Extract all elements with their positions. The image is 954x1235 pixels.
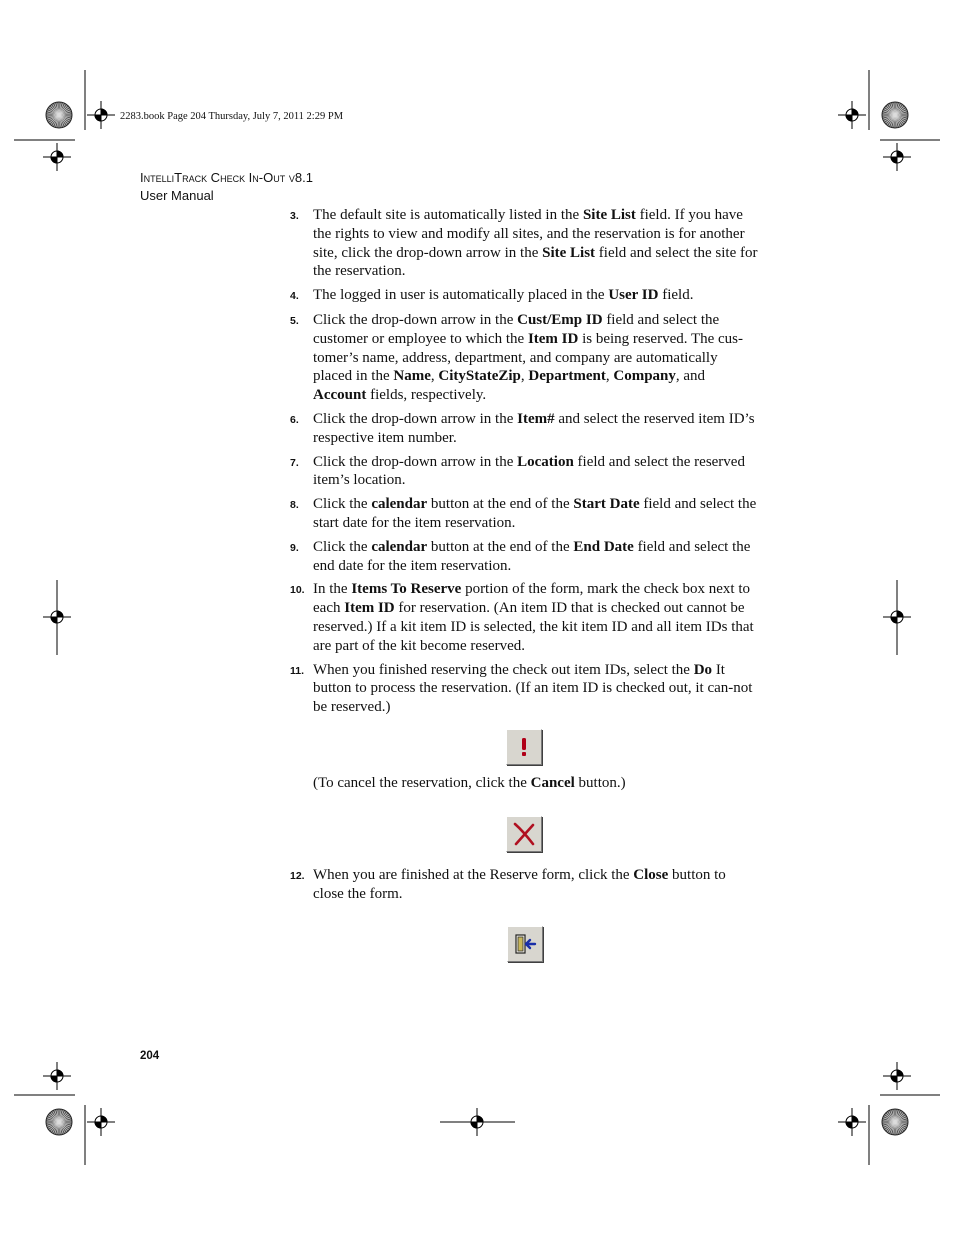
step-text	[313, 311, 760, 405]
bold-term: Company	[613, 368, 676, 385]
bold-term: CityStateZip	[438, 368, 521, 385]
step-number: 9.	[290, 541, 299, 554]
bold-term: Item ID	[344, 600, 395, 617]
bold-term: Cust/Emp ID	[517, 311, 603, 328]
bold-term: Name	[393, 368, 431, 385]
bold-term: Site List	[542, 244, 596, 261]
text-run: portion of the form, mark the check box next to each	[313, 581, 750, 617]
text-run: for reservation. (An item ID that is checked out cannot be reserved.) If a kit item ID is selected, the kit item ID and all item IDs that are part of the kit become reserved.	[313, 600, 754, 654]
step-number: 10.	[290, 584, 305, 597]
text-run: Click the	[313, 538, 372, 555]
text-run: field.	[658, 287, 694, 304]
text-run: field. If you have the rights to view and modify all sites, and the reservation is for another site, click the drop-down arrow in the	[313, 207, 745, 261]
bold-term: User ID	[608, 287, 659, 304]
step-text	[313, 453, 760, 491]
cancel-button[interactable]	[506, 816, 542, 852]
bold-term: Start Date	[573, 496, 640, 513]
running-subhead: User Manual	[140, 188, 214, 203]
step-text	[313, 661, 760, 717]
text-run: button.)	[574, 775, 626, 791]
step-number: 11.	[290, 664, 305, 677]
exclamation-icon	[514, 736, 534, 758]
starburst-mark	[46, 1109, 72, 1135]
bold-term: calendar	[371, 538, 428, 555]
bold-term: Do	[693, 661, 713, 678]
red-x-icon	[511, 821, 537, 847]
step-number: 8.	[290, 499, 299, 512]
step-number: 12.	[290, 870, 305, 882]
text-run: fields, respectively.	[366, 387, 487, 404]
text-run: ,	[520, 368, 529, 385]
text-run: It button to process the reservation. (If an item ID is checked out, it can-not be reserved.)	[313, 661, 753, 716]
step-text	[313, 580, 760, 655]
step-number: 5.	[290, 314, 299, 327]
list-item	[290, 580, 760, 655]
text-run: ,	[605, 368, 614, 385]
text-run: Click the drop-down arrow in the	[313, 453, 518, 470]
text-run: field and select the site for the reservation.	[313, 244, 758, 280]
step-12-list	[290, 866, 760, 909]
bold-term: Account	[313, 387, 367, 404]
starburst-mark	[46, 102, 72, 128]
text-run: When you are finished at the Reserve form, click the	[313, 867, 634, 883]
text-run: Click the	[313, 496, 372, 513]
step-text	[313, 495, 760, 533]
step-text	[313, 410, 760, 448]
text-run: field and select the start date for the item reservation.	[313, 496, 757, 531]
text-run: field and select the customer or employee to which the	[313, 311, 720, 347]
list-item	[290, 538, 760, 576]
list-item	[290, 495, 760, 533]
bold-term: Close	[633, 867, 669, 883]
text-run: When you finished reserving the check out item IDs, select the	[313, 661, 694, 678]
text-run: and select the reserved item ID’s respective item number.	[313, 410, 755, 446]
step-number: 6.	[290, 413, 299, 426]
list-item	[290, 661, 760, 717]
text-run: ,	[430, 368, 439, 385]
bold-term: Site List	[582, 207, 636, 223]
list-item	[290, 206, 760, 281]
close-button[interactable]	[507, 926, 543, 962]
bold-term: Location	[517, 453, 574, 470]
step-text	[313, 286, 760, 306]
step-number: 4.	[290, 290, 299, 303]
running-head	[140, 170, 313, 185]
text-run: , and	[675, 368, 706, 385]
bold-term: Item ID	[527, 330, 579, 347]
starburst-mark	[882, 102, 908, 128]
bold-term: Items To Reserve	[351, 581, 462, 598]
bold-term: Item#	[517, 410, 555, 427]
cancel-note	[313, 774, 626, 793]
text-run: field and select the reserved item’s location.	[313, 453, 745, 489]
step-text	[313, 206, 760, 281]
list-item	[290, 311, 760, 405]
page-number: 204	[140, 1050, 160, 1062]
bold-term: Cancel	[530, 775, 575, 791]
list-item	[290, 866, 760, 904]
text-run: (To cancel the reservation, click the	[313, 775, 531, 791]
bold-term: End Date	[573, 538, 634, 555]
do-it-button[interactable]	[506, 729, 542, 765]
text-run: button at the end of the	[427, 538, 574, 555]
list-item	[290, 286, 760, 306]
text-run: The logged in user is automatically placed in the	[313, 287, 609, 304]
step-number: 3.	[290, 210, 299, 222]
list-item	[290, 453, 760, 491]
text-run: button at the end of the	[427, 496, 574, 513]
bold-term: Department	[528, 368, 606, 385]
step-text	[313, 866, 760, 904]
list-item	[290, 410, 760, 448]
exit-door-icon	[513, 933, 537, 955]
text-run: button to close the form.	[313, 867, 726, 902]
step-list	[290, 206, 760, 722]
book-info-slug: 2283.book Page 204 Thursday, July 7, 2011 2:29 PM	[120, 111, 344, 122]
starburst-mark	[882, 1109, 908, 1135]
text-run: Click the drop-down arrow in the	[313, 410, 518, 427]
step-number: 7.	[290, 456, 299, 469]
step-text	[313, 538, 760, 576]
text-run: is being reserved. The cus-tomer’s name, address, department, and company are automatically placed in the	[313, 330, 744, 385]
text-run: field and select the end date for the item reservation.	[313, 538, 751, 574]
text-run: Click the drop-down arrow in the	[313, 311, 518, 328]
text-run: In the	[313, 581, 352, 598]
bold-term: calendar	[371, 496, 428, 513]
text-run: The default site is automatically listed in the	[313, 207, 583, 223]
running-head-text: IntelliTrack Check In-Out v8.1	[140, 170, 313, 185]
